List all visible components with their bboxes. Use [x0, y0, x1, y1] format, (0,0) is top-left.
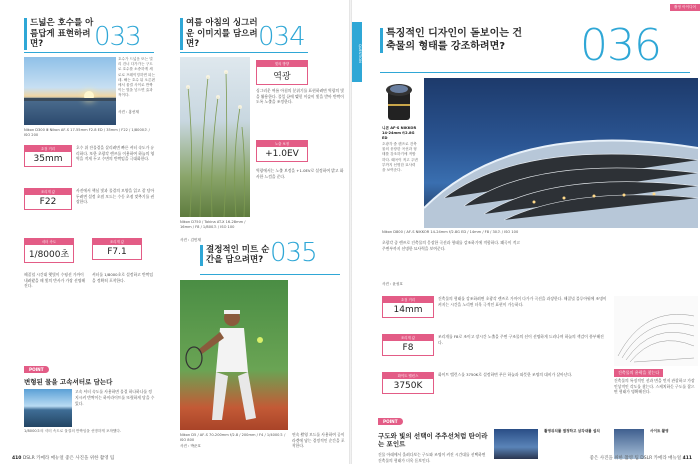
lens-description: 초광각 줌 렌즈로 건축물의 웅장한 곡선과 형태를 강조하기에 적합하다. 왜곡이 적고 주변부까지 선명한 묘사력을 보여준다. — [382, 142, 418, 173]
left-footer — [12, 455, 114, 461]
building-illustration — [424, 78, 698, 228]
sketch-illustration — [614, 296, 698, 366]
section-033-credit: 사진 : 홍선재 — [118, 110, 139, 114]
right-footer — [590, 455, 692, 461]
lens-photo — [382, 80, 416, 122]
point-photo-1 — [494, 429, 538, 459]
section-033-number: 033 — [94, 21, 141, 52]
section-033-body4: 셔터를 1/8000초로 설정하고 반짝임을 정확히 포착한다. — [92, 272, 153, 283]
right-footer-book: DSLR 카메라 매뉴얼 — [640, 456, 682, 461]
section-036-number: 036 — [580, 20, 661, 71]
point-tag-right: POINT — [378, 418, 403, 425]
section-036-credit: 사진 : 윤성호 — [382, 282, 403, 286]
point-photo — [24, 389, 72, 427]
spec-shutter-speed: 셔터 속도 1/8000초 — [24, 238, 74, 263]
section-034-body2: 역광에서는 노출 보정을 +1.0EV로 설정하여 밝고 화사한 느낌을 준다. — [256, 168, 344, 179]
left-page-number: 410 — [12, 456, 22, 461]
section-036-body: 건축물의 형태를 강조하려면 초광각 렌즈로 가까이 다가가 곡선을 과장한다. 해질녘 블루아워에 조명이 켜지는 시간을 노리면 더욱 극적인 표현이 가능하다. — [438, 296, 607, 307]
section-035-credit: 사진 : 박준호 — [180, 444, 201, 448]
right-page-number: 411 — [682, 456, 692, 461]
section-035-photo-caption: Nikon D5 / AF-S 70-200mm f/2.8 / 200mm / F4 / 1/4000초 / ISO 800 — [180, 433, 286, 443]
side-title: 건축물의 윤곽을 찾는다 — [614, 369, 663, 377]
tennis-player-illustration — [180, 280, 288, 430]
sketch-photo — [614, 296, 698, 366]
section-034-title: 여름 아침의 싱그러운 이미지를 담으려면? — [180, 18, 258, 50]
section-034-number: 034 — [258, 21, 305, 52]
spec-aperture-036: 조리개 값 F8 — [382, 334, 434, 356]
point-title-right: 구도와 빛의 선택이 주추선처럼 탄이라는 포인트 — [378, 432, 488, 449]
spec-light-direction: 빛의 방향 역광 — [256, 60, 308, 85]
grass-illustration — [180, 57, 250, 217]
section-036-body2: 조리개를 F8로 조이고 장시간 노출을 주면 구조물의 선이 선명하게 드러나며 하늘의 색감이 풍부해진다. — [438, 334, 604, 345]
section-035-rule — [200, 274, 340, 275]
spec-focal-length-036: 초점 거리 14mm — [382, 296, 434, 318]
point-title: 변형된 물을 고속셔터로 담는다 — [24, 378, 113, 386]
side-text: 건축물의 특징적인 선과 면을 먼저 관찰하고 가장 인상적인 각도를 찾는다. 스케치하듯 구도를 잡으면 형태가 명확해진다. — [614, 378, 695, 395]
point-caption-1: 촬영위치를 결정하고 삼각대를 설치 — [544, 429, 600, 433]
section-033-title: 드넓은 호수를 아름답게 표현하려면? — [24, 18, 94, 50]
section-036-body-intro: 초광각 줌 렌즈로 건축물의 웅장한 곡선과 형태를 강조하기에 적합하다. 왜곡이 적고 주변부까지 선명한 묘사력을 보여준다. — [382, 240, 520, 251]
section-033-body3: 해질녘 시간대 햇빛이 수평선 가까이 내려왔을 때 빛의 반사가 가장 선명해진다. — [24, 272, 86, 289]
section-036-header — [380, 28, 530, 53]
lake-photo — [24, 57, 116, 125]
right-footer-chapter: 좋은 사진을 위한 촬영 팁 — [589, 456, 639, 461]
lens-name: 니콘 AF-S NIKKOR 14-24mm f/2.8G ED — [382, 126, 417, 141]
spec-white-balance: 화이트 밸런스 3750K — [382, 372, 434, 394]
section-035-title: 결정적인 미트 순간을 담으려면? — [200, 245, 270, 266]
left-footer-chapter: 좋은 사진을 위한 촬영 팁 — [65, 456, 115, 461]
section-035-body: 연속 촬영 모드를 사용하여 공이 라켓에 닿는 결정적인 순간을 포착한다. — [292, 432, 345, 449]
spec-aperture-2: 조리개 값 F7.1 — [92, 238, 142, 260]
section-033-rule — [24, 52, 154, 53]
section-036-rule — [380, 72, 690, 73]
point-box-left — [24, 356, 156, 435]
section-034-photo-caption: Nikon D750 / Tokina AT-X 16-28mm / 16mm / F8 / 1/800초 / ISO 100 — [180, 220, 246, 230]
tennis-photo — [180, 280, 288, 430]
section-033-header — [24, 18, 141, 50]
point-text: 고속 셔터 속도를 사용하면 물결 하나하나를 정지시켜 반짝이는 하이라이트를 또렷하게 담을 수 있다. — [75, 389, 155, 406]
spec-exposure-comp: 노출 보정 +1.0EV — [256, 140, 308, 162]
right-page — [352, 0, 700, 464]
section-036-body3: 화이트 밸런스를 3750K로 설정하면 푸른 하늘과 따뜻한 조명의 대비가 살아난다. — [438, 372, 573, 377]
grass-photo — [180, 57, 250, 217]
point-tag: POINT — [24, 366, 49, 373]
point-text-right: 건물 아래에서 올려다보는 구도와 조명이 켜진 시간대를 선택하면 건축물의 형태가 더욱 돋보인다. — [378, 451, 486, 463]
point-caption: 1/8000초의 셔터 속도로 물결의 반짝임을 선명하게 포착했다. — [24, 429, 122, 434]
point-caption-2: 사이트 촬영 — [650, 429, 669, 433]
lens-icon — [382, 80, 416, 122]
section-036-title: 특징적인 디자인이 돋보이는 건축물의 형태를 강조하려면? — [380, 28, 530, 53]
section-035-number: 035 — [270, 238, 317, 268]
building-photo — [424, 78, 698, 228]
section-034-header — [180, 18, 305, 50]
section-033-side-text: 호수가 드넓음 또는 멀리 건너 다가가는 구도로 호수를 소중하게 세로로 프레이밍하면 되는데. 해는 호수 뒤 오른편에서 물결 사이로 반짝이는 빛을 넣으면 효과적이다. — [118, 57, 155, 98]
section-033-body2: 사진에서 핵심 빛과 물결의 모양을 읽고 잘 담아 두려면 설정 초점 모드는 수동 초점 맞추기를 권장한다. — [76, 188, 155, 205]
section-033-photo-caption: Nikon D300 Ⅲ Nikon AF-S 17-55mm F2.8 ED / 35mm / F22 / 1/8000초 / ISO 200 — [24, 128, 150, 138]
spec-focal-length: 초점 거리 35mm — [24, 145, 72, 167]
left-footer-book: DSLR 카메라 매뉴얼 — [22, 456, 64, 461]
section-036-photo-caption: Nikon D800 / AF-S NIKKOR 14-24mm f/2.8G ED / 14mm / F8 / 30초 / ISO 100 — [382, 230, 519, 234]
spec-aperture: 조리개 값 F22 — [24, 188, 72, 210]
section-033-body: 호수 위 잔물결을 살리려면 빠른 셔터 속도가 유리하다. 또한 초광각 렌즈를 이용하여 하늘의 영역을 적게 두고 수면의 반짝임을 극대화한다. — [76, 145, 155, 162]
question-band: QUESTION — [352, 22, 362, 82]
section-034-body: 싱그러운 여름 아침의 분위기를 표현하려면 역광의 빛을 활용한다. 풀잎 끝에 맺힌 이슬이 빛을 받아 반짝이도록 노출을 조정한다. — [256, 88, 344, 105]
chapter-tab: 촬영 아이디어 — [670, 4, 700, 11]
section-034-rule — [180, 52, 308, 53]
section-035-header — [200, 240, 317, 266]
section-034-credit: 사진 : 김민재 — [180, 238, 201, 242]
